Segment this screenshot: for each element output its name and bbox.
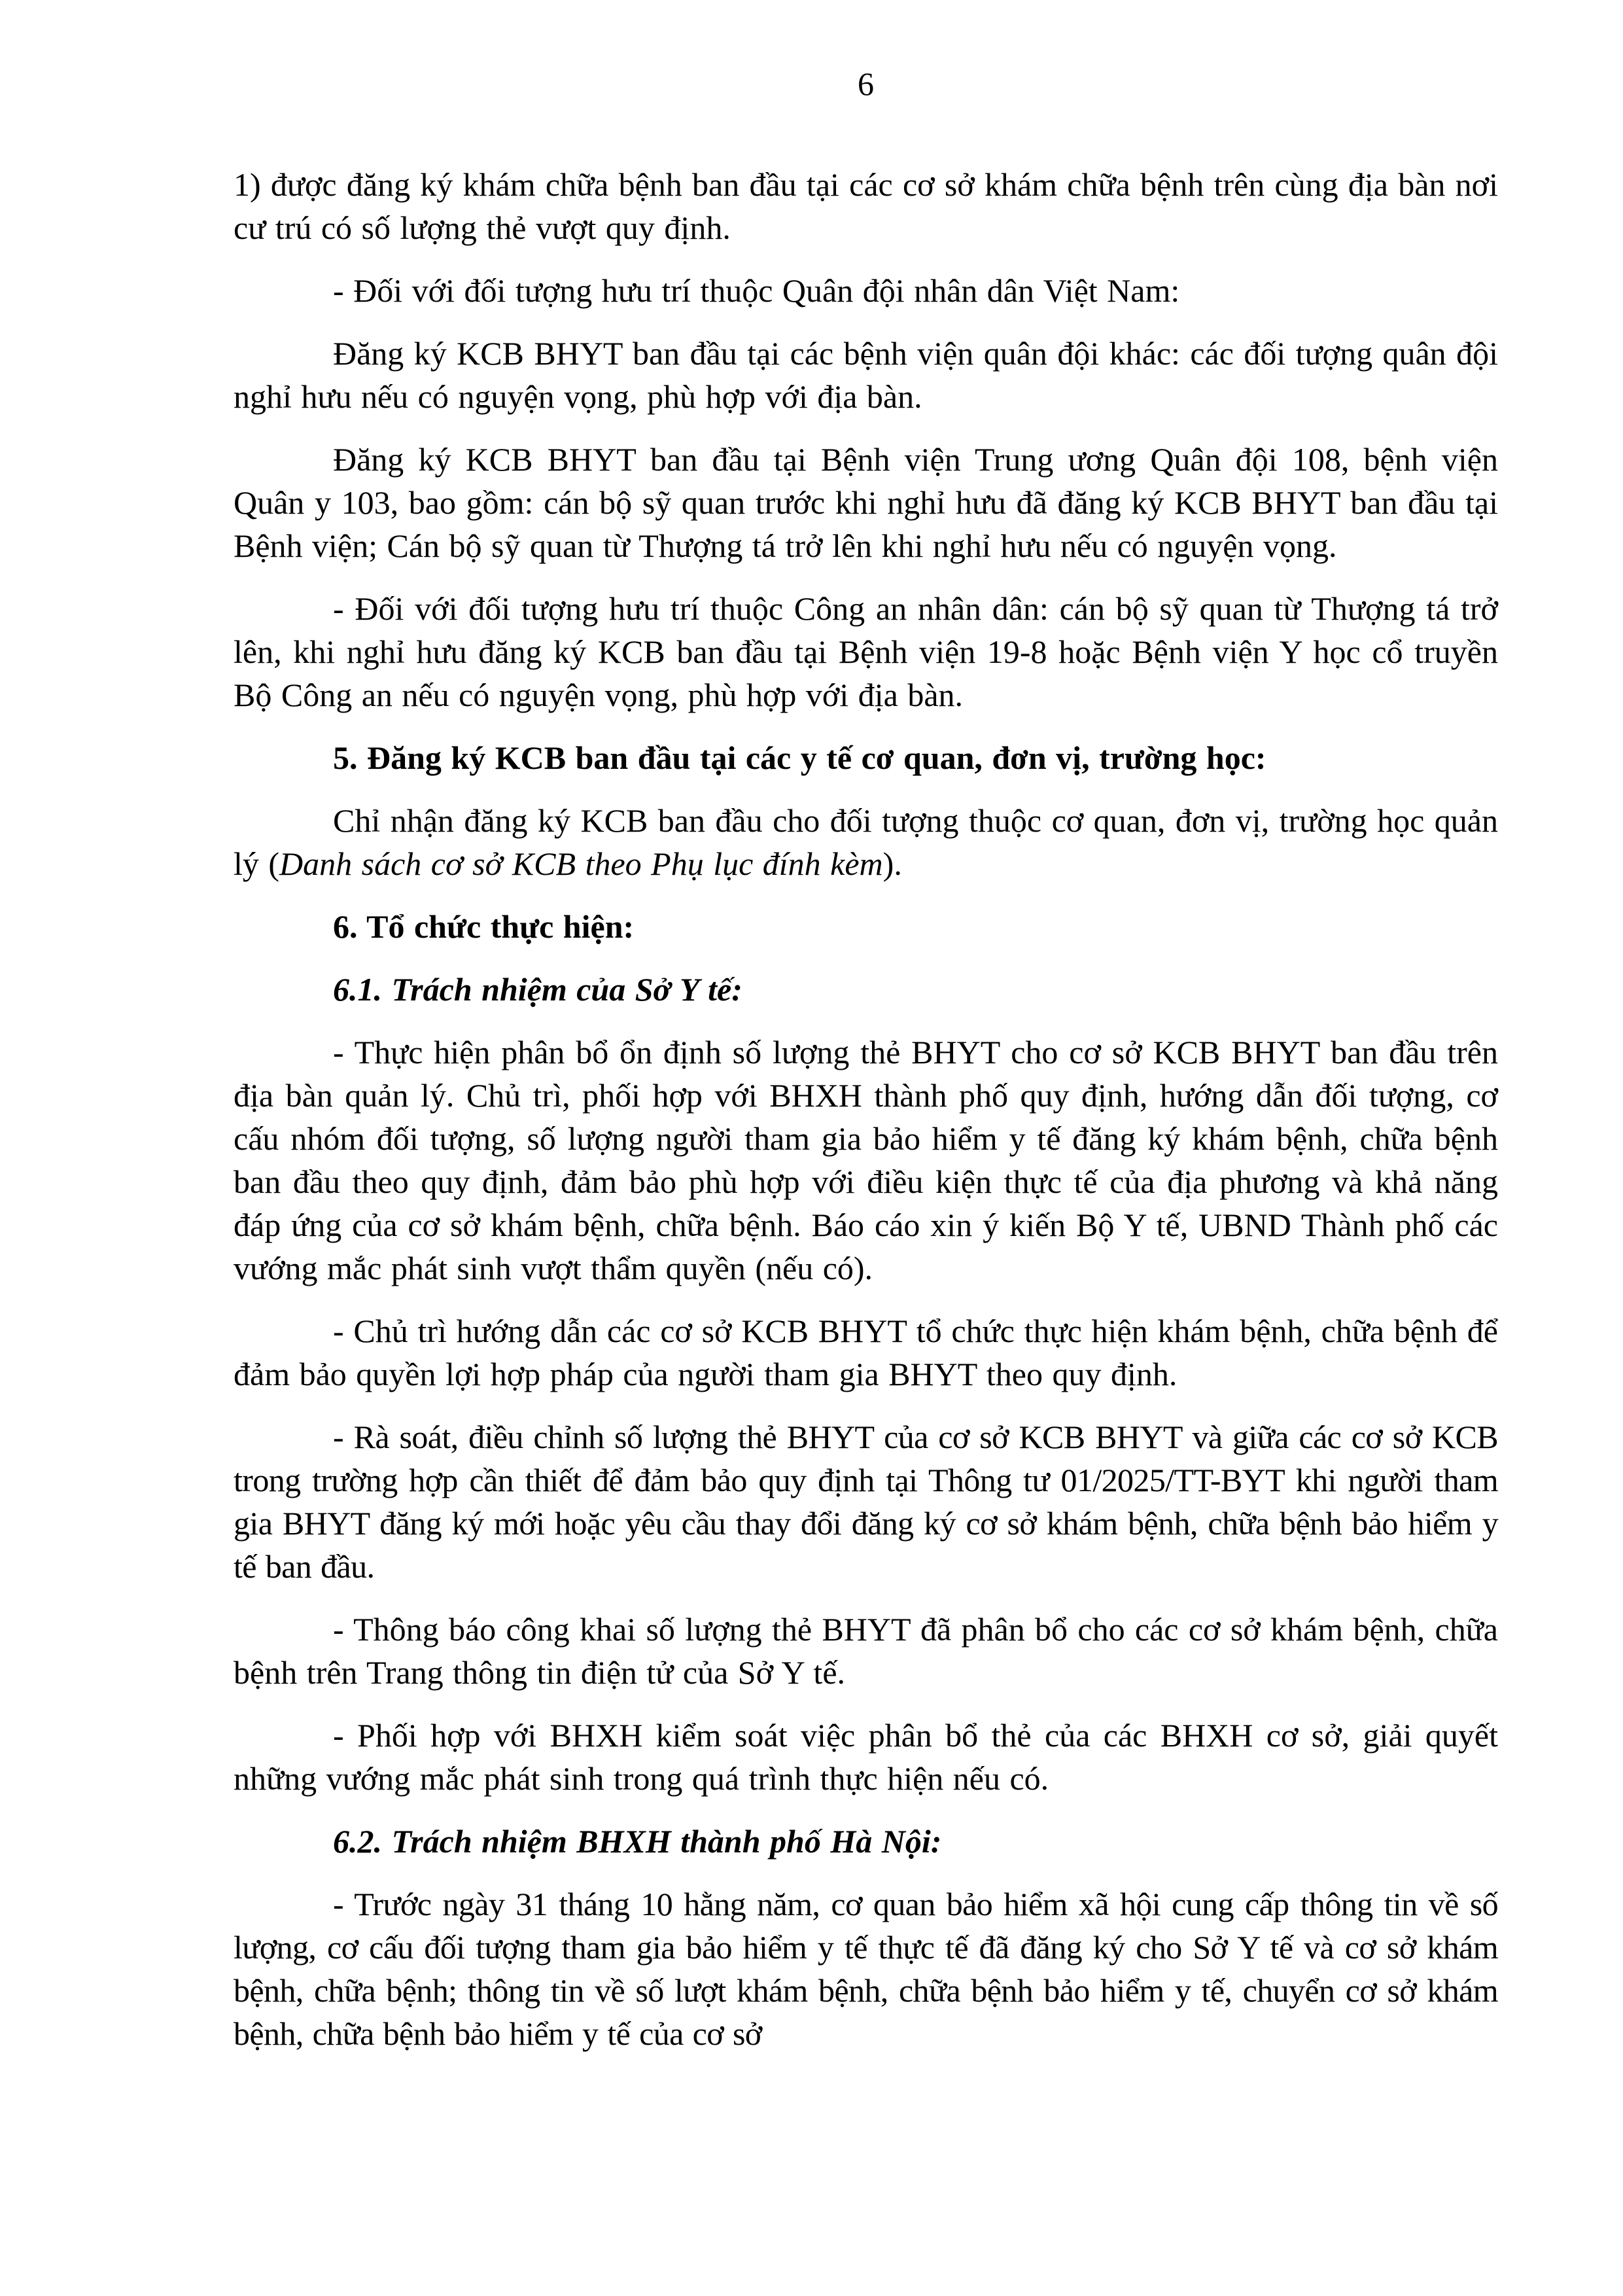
paragraph-dash-guide-facilities: - Chủ trì hướng dẫn các cơ sở KCB BHYT tổ chức thực hiện khám bệnh, chữa bệnh để đảm bảo quyền lợi hợp pháp của người tham gia BHYT theo quy định.	[234, 1313, 1498, 1392]
attachment-list-note-italic: Danh sách cơ sở KCB theo Phụ lục đính kèm	[279, 845, 883, 882]
heading-section-6-2: 6.2. Trách nhiệm BHXH thành phố Hà Nội:	[333, 1823, 942, 1860]
heading-section-6: 6. Tổ chức thực hiện:	[333, 908, 635, 945]
heading-section-5: 5. Đăng ký KCB ban đầu tại các y tế cơ quan, đơn vị, trường học:	[333, 739, 1266, 776]
paragraph-continuation-registration: 1) được đăng ký khám chữa bệnh ban đầu tại các cơ sở khám chữa bệnh trên cùng địa bàn nơi cư trú có số lượng thẻ vượt quy định.	[234, 166, 1498, 246]
paragraph-army-other-hospitals: Đăng ký KCB BHYT ban đầu tại các bệnh viện quân đội khác: các đối tượng quân đội nghỉ hưu nếu có nguyện vọng, phù hợp với địa bàn.	[234, 335, 1498, 415]
paragraph-agency-registration-end: ).	[882, 845, 902, 882]
paragraph-dash-army-retirees: - Đối với đối tượng hưu trí thuộc Quân đội nhân dân Việt Nam:	[333, 272, 1180, 309]
paragraph-dash-police-retirees: - Đối với đối tượng hưu trí thuộc Công an nhân dân: cán bộ sỹ quan từ Thượng tá trở lên, khi nghỉ hưu đăng ký KCB ban đầu tại Bệnh viện 19-8 hoặc Bệnh viện Y học cổ truyền Bộ Công an nếu có nguyện vọng, phù hợp với địa bàn.	[234, 590, 1498, 713]
page-number: 6	[858, 65, 874, 102]
paragraph-hospital-108-103: Đăng ký KCB BHYT ban đầu tại Bệnh viện Trung ương Quân đội 108, bệnh viện Quân y 103, bao gồm: cán bộ sỹ quan trước khi nghỉ hưu đã đăng ký KCB BHYT ban đầu tại Bệnh viện; Cán bộ sỹ quan từ Thượng tá trở lên khi nghỉ hưu nếu có nguyện vọng.	[234, 441, 1498, 564]
paragraph-agency-registration-text: Chỉ nhận đăng ký KCB ban đầu cho đối tượng thuộc cơ quan, đơn vị, trường học quản lý (	[234, 802, 1498, 882]
paragraph-agency-registration	[234, 799, 1498, 885]
paragraph-dash-before-october-31: - Trước ngày 31 tháng 10 hằng năm, cơ quan bảo hiểm xã hội cung cấp thông tin về số lượng, cơ cấu đối tượng tham gia bảo hiểm y tế thực tế đã đăng ký cho Sở Y tế và cơ sở khám bệnh, chữa bệnh; thông tin về số lượt khám bệnh, chữa bệnh bảo hiểm y tế, chuyển cơ sở khám bệnh, chữa bệnh bảo hiểm y tế của cơ sở	[234, 1886, 1498, 2052]
paragraph-dash-allocate-cards: - Thực hiện phân bổ ổn định số lượng thẻ BHYT cho cơ sở KCB BHYT ban đầu trên địa bàn quản lý. Chủ trì, phối hợp với BHXH thành phố quy định, hướng dẫn đối tượng, cơ cấu nhóm đối tượng, số lượng người tham gia bảo hiểm y tế đăng ký khám bệnh, chữa bệnh ban đầu theo quy định, đảm bảo phù hợp với điều kiện thực tế của địa phương và khả năng đáp ứng của cơ sở khám bệnh, chữa bệnh. Báo cáo xin ý kiến Bộ Y tế, UBND Thành phố các vướng mắc phát sinh vượt thẩm quyền (nếu có).	[234, 1034, 1498, 1286]
heading-section-6-1: 6.1. Trách nhiệm của Sở Y tế:	[333, 971, 742, 1008]
paragraph-dash-public-announcement: - Thông báo công khai số lượng thẻ BHYT đã phân bổ cho các cơ sở khám bệnh, chữa bệnh trên Trang thông tin điện tử của Sở Y tế.	[234, 1611, 1498, 1691]
paragraph-dash-review-adjust: - Rà soát, điều chỉnh số lượng thẻ BHYT của cơ sở KCB BHYT và giữa các cơ sở KCB trong trường hợp cần thiết để đảm bảo quy định tại Thông tư 01/2025/TT-BYT khi người tham gia BHYT đăng ký mới hoặc yêu cầu thay đổi đăng ký cơ sở khám bệnh, chữa bệnh bảo hiểm y tế ban đầu.	[234, 1419, 1498, 1585]
paragraph-dash-coordinate-bhxh: - Phối hợp với BHXH kiểm soát việc phân bổ thẻ của các BHXH cơ sở, giải quyết những vướng mắc phát sinh trong quá trình thực hiện nếu có.	[234, 1717, 1498, 1797]
